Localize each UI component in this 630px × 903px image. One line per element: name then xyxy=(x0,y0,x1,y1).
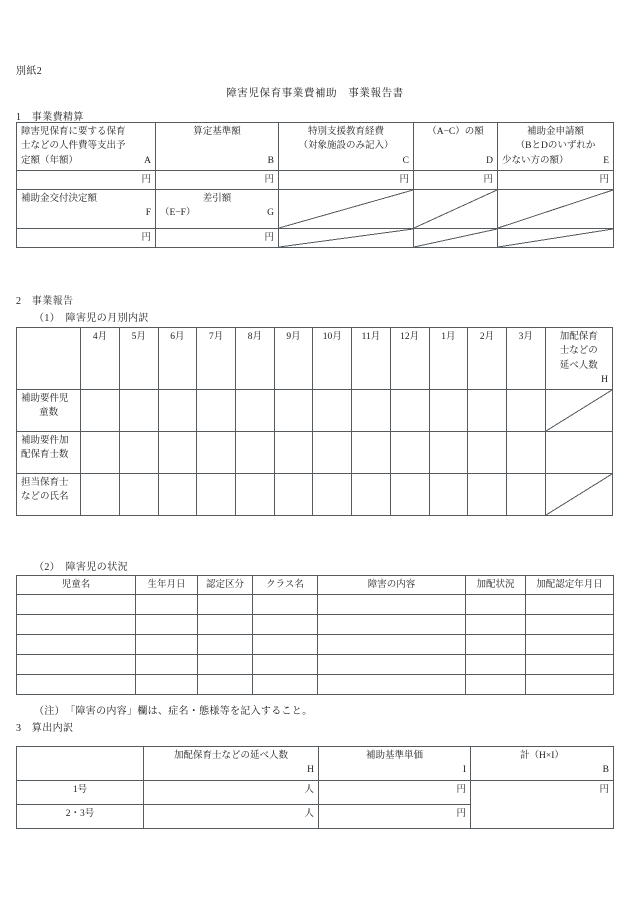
cell-month-value[interactable] xyxy=(235,474,274,516)
section-2-heading: 2 事業報告 xyxy=(16,296,74,307)
header-line: 障害児保育に要する保育 xyxy=(21,127,126,137)
section-2-2-heading: （2） 障害児の状況 xyxy=(34,562,128,573)
cell-blocked-E3 xyxy=(498,228,614,247)
input-cell-G[interactable] xyxy=(156,228,279,247)
column-header: クラス名 xyxy=(266,580,304,590)
table-row xyxy=(17,123,614,171)
cell-child-name[interactable] xyxy=(17,595,136,615)
unit-yen: 円 xyxy=(141,232,151,243)
cell-month-value[interactable] xyxy=(81,474,120,516)
input-cell-E[interactable] xyxy=(498,170,614,189)
row-label: 2・3号 xyxy=(65,808,95,819)
cell-child-name[interactable] xyxy=(17,675,136,695)
cell-month-value[interactable] xyxy=(274,390,313,432)
table-row xyxy=(17,655,614,675)
header-line: 加配保育 xyxy=(559,332,598,342)
disability-details-note: （注） 「障害の内容」欄は、症名・態様等を記入すること。 xyxy=(34,706,313,717)
cell-month-value[interactable] xyxy=(390,474,429,516)
row-label-line: などの氏名 xyxy=(21,492,69,503)
column-code: B xyxy=(602,765,609,776)
unit-yen: 円 xyxy=(264,232,274,243)
cell-month-value[interactable] xyxy=(313,390,352,432)
row-label-line: 補助要件加 xyxy=(21,436,69,446)
cell-child-name[interactable] xyxy=(17,655,136,675)
document-tag: 別紙2 xyxy=(16,66,43,77)
table-row xyxy=(17,328,613,390)
cell-header-birth-date xyxy=(136,576,198,595)
input-cell-A[interactable] xyxy=(17,170,156,189)
table-row xyxy=(17,474,613,516)
header-line: 少ない方の額） xyxy=(502,155,569,166)
cell-month-header xyxy=(119,328,158,390)
cell-month-value[interactable] xyxy=(235,390,274,432)
cell-corner-blank xyxy=(17,747,144,781)
header-line: 差引額 xyxy=(202,193,232,204)
cell-corner-blank xyxy=(17,328,81,390)
column-header: 加配保育士などの延べ人数 xyxy=(173,751,288,761)
cell-month-value[interactable] xyxy=(429,474,468,516)
table-row xyxy=(17,189,614,228)
cell-month-header xyxy=(506,328,545,390)
cell-month-value[interactable] xyxy=(506,432,545,474)
cell-child-name[interactable] xyxy=(17,635,136,655)
page-title: 障害児保育事業費補助 事業報告書 xyxy=(226,88,404,99)
month-label: 3月 xyxy=(518,332,533,342)
cell-blocked-C3 xyxy=(279,228,414,247)
cell-month-value[interactable] xyxy=(274,474,313,516)
column-code: D xyxy=(486,155,493,166)
cell-certification-type[interactable] xyxy=(198,675,253,695)
child-status-table xyxy=(16,575,614,695)
cell-class-name[interactable] xyxy=(253,655,318,675)
cell-month-value[interactable] xyxy=(429,390,468,432)
column-header: 障害の内容 xyxy=(367,580,416,590)
month-label: 10月 xyxy=(322,332,342,342)
header-line: 算定基準額 xyxy=(193,127,241,137)
cell-header-F xyxy=(17,189,156,228)
cell-month-value[interactable] xyxy=(197,432,236,474)
cell-month-header xyxy=(468,328,507,390)
input-cell-unit-price-type2-3[interactable] xyxy=(319,804,471,828)
cell-staffing-status[interactable] xyxy=(466,635,526,655)
section-1-heading: 1 事業費精算 xyxy=(16,112,84,123)
cell-class-name[interactable] xyxy=(253,635,318,655)
table-row xyxy=(17,595,614,615)
cell-month-value[interactable] xyxy=(158,474,197,516)
cell-header-disability-details xyxy=(318,576,466,595)
cell-header-child-name xyxy=(17,576,136,595)
cell-month-header xyxy=(390,328,429,390)
input-cell-staff-total-type2-3[interactable] xyxy=(144,804,319,828)
calculation-breakdown-table xyxy=(16,746,614,829)
column-header: 計（H×I） xyxy=(520,751,564,761)
cell-header-G xyxy=(156,189,279,228)
cell-header-staff-total-H xyxy=(144,747,319,781)
cell-header-H xyxy=(545,328,612,390)
unit-people: 人 xyxy=(304,808,314,819)
cell-month-header xyxy=(274,328,313,390)
table-row xyxy=(17,615,614,635)
section-2-1-heading: （1） 障害児の月別内訳 xyxy=(34,313,149,324)
cell-blocked-H1 xyxy=(545,390,612,432)
table-row xyxy=(17,576,614,595)
cell-blocked-C2 xyxy=(279,189,414,228)
header-line: （E−F） xyxy=(160,208,196,219)
cell-certification-date[interactable] xyxy=(526,675,614,695)
input-cell-unit-price-type1[interactable] xyxy=(319,780,471,804)
cell-month-value[interactable] xyxy=(506,390,545,432)
header-line: 特別支援教育経費 xyxy=(307,127,384,137)
cell-disability-details[interactable] xyxy=(318,635,466,655)
row-label-line: 補助要件児 xyxy=(21,394,69,404)
cell-birth-date[interactable] xyxy=(136,615,198,635)
cell-header-staffing-status xyxy=(466,576,526,595)
cell-birth-date[interactable] xyxy=(136,655,198,675)
cell-birth-date[interactable] xyxy=(136,595,198,615)
cell-month-value[interactable] xyxy=(274,432,313,474)
cell-month-value[interactable] xyxy=(119,390,158,432)
month-label: 9月 xyxy=(286,332,301,342)
cell-month-value[interactable] xyxy=(81,390,120,432)
cell-row-label-type1 xyxy=(17,780,144,804)
cell-class-name[interactable] xyxy=(253,615,318,635)
unit-yen: 円 xyxy=(456,784,466,795)
cell-staffing-status[interactable] xyxy=(466,595,526,615)
column-code: H xyxy=(601,374,608,385)
cell-header-class-name xyxy=(253,576,318,595)
cell-month-value[interactable] xyxy=(468,474,507,516)
month-label: 1月 xyxy=(441,332,456,342)
cell-month-header xyxy=(313,328,352,390)
section-3-heading: 3 算出内訳 xyxy=(16,723,74,734)
unit-yen: 円 xyxy=(456,808,466,819)
cell-class-name[interactable] xyxy=(253,595,318,615)
table-row xyxy=(17,170,614,189)
cell-certification-date[interactable] xyxy=(526,615,614,635)
header-line: 士などの xyxy=(559,346,598,357)
row-label-line: 担当保育士 xyxy=(21,478,69,488)
cell-month-value[interactable] xyxy=(352,474,391,516)
cell-total-H[interactable] xyxy=(545,432,612,474)
month-label: 6月 xyxy=(170,332,185,342)
column-code: C xyxy=(402,155,409,166)
unit-yen: 円 xyxy=(599,784,609,795)
column-header: 加配認定年月日 xyxy=(536,580,603,590)
unit-yen: 円 xyxy=(483,174,493,185)
cell-month-value[interactable] xyxy=(506,474,545,516)
cell-month-value[interactable] xyxy=(390,390,429,432)
cell-disability-details[interactable] xyxy=(318,615,466,635)
cell-header-certification-type xyxy=(198,576,253,595)
cell-row-label-eligible-staff xyxy=(17,432,81,474)
column-code: G xyxy=(267,208,274,219)
header-line: （A−C）の額 xyxy=(427,127,484,137)
cell-header-E xyxy=(498,123,614,171)
table-row xyxy=(17,228,614,247)
unit-yen: 円 xyxy=(141,174,151,185)
cell-blocked-H3 xyxy=(545,474,612,516)
cell-certification-date[interactable] xyxy=(526,635,614,655)
row-label-line: 童数 xyxy=(39,408,59,419)
column-header: 児童名 xyxy=(61,580,91,590)
cell-staffing-status[interactable] xyxy=(466,615,526,635)
unit-yen: 円 xyxy=(599,174,609,185)
cell-certification-type[interactable] xyxy=(198,635,253,655)
column-code: I xyxy=(462,765,466,776)
row-label: 1号 xyxy=(72,784,88,795)
cell-month-value[interactable] xyxy=(119,474,158,516)
cell-certification-date[interactable] xyxy=(526,595,614,615)
input-cell-staff-total-type1[interactable] xyxy=(144,780,319,804)
month-label: 12月 xyxy=(400,332,420,342)
input-cell-grand-total[interactable] xyxy=(471,780,614,828)
table-row xyxy=(17,432,613,474)
input-cell-F[interactable] xyxy=(17,228,156,247)
cell-header-certification-date xyxy=(526,576,614,595)
cell-month-value[interactable] xyxy=(197,474,236,516)
cell-birth-date[interactable] xyxy=(136,635,198,655)
cell-month-value[interactable] xyxy=(429,432,468,474)
input-cell-D[interactable] xyxy=(414,170,498,189)
monthly-breakdown-table xyxy=(16,327,613,516)
cell-header-unit-price-I xyxy=(319,747,471,781)
header-line: 補助金交付決定額 xyxy=(21,193,98,204)
cell-staffing-status[interactable] xyxy=(466,675,526,695)
cell-header-D xyxy=(414,123,498,171)
header-line: 延べ人数 xyxy=(559,360,598,371)
table-row xyxy=(17,675,614,695)
cell-month-value[interactable] xyxy=(158,432,197,474)
cell-disability-details[interactable] xyxy=(318,655,466,675)
header-line: （対象施設のみ記入） xyxy=(298,141,394,152)
month-label: 7月 xyxy=(209,332,224,342)
column-code: E xyxy=(603,155,609,166)
header-line: 補助金申請額 xyxy=(526,127,584,137)
table-row xyxy=(17,747,614,781)
unit-yen: 円 xyxy=(264,174,274,185)
cell-month-value[interactable] xyxy=(352,390,391,432)
unit-yen: 円 xyxy=(399,174,409,185)
cell-month-header xyxy=(158,328,197,390)
cell-month-value[interactable] xyxy=(81,432,120,474)
month-label: 2月 xyxy=(479,332,495,342)
cell-month-header xyxy=(197,328,236,390)
unit-people: 人 xyxy=(304,784,314,795)
column-code: B xyxy=(267,155,274,166)
cell-month-value[interactable] xyxy=(352,432,391,474)
input-cell-B[interactable] xyxy=(156,170,279,189)
cell-blocked-D2 xyxy=(414,189,498,228)
cell-certification-type[interactable] xyxy=(198,655,253,675)
cell-month-header xyxy=(81,328,120,390)
cell-month-value[interactable] xyxy=(313,432,352,474)
table-row xyxy=(17,390,613,432)
cell-month-value[interactable] xyxy=(390,432,429,474)
cell-month-value[interactable] xyxy=(158,390,197,432)
row-label-line: 配保育士数 xyxy=(21,450,69,461)
month-label: 11月 xyxy=(361,332,381,342)
month-label: 8月 xyxy=(247,332,262,342)
column-code: F xyxy=(145,208,151,219)
cell-certification-date[interactable] xyxy=(526,655,614,675)
cell-disability-details[interactable] xyxy=(318,595,466,615)
cell-month-value[interactable] xyxy=(468,432,507,474)
month-label: 4月 xyxy=(92,332,108,342)
header-line: 士などの人件費等支出予 xyxy=(21,141,126,152)
cell-month-value[interactable] xyxy=(235,432,274,474)
cell-certification-type[interactable] xyxy=(198,595,253,615)
column-header: 補助基準単価 xyxy=(365,751,423,761)
cell-certification-type[interactable] xyxy=(198,615,253,635)
cell-month-value[interactable] xyxy=(197,390,236,432)
column-code: H xyxy=(307,765,314,776)
cell-header-C xyxy=(279,123,414,171)
header-line: 定額（年額） xyxy=(21,155,79,166)
cell-row-label-type2-3 xyxy=(17,804,144,828)
column-code: A xyxy=(144,155,151,166)
cell-blocked-E2 xyxy=(498,189,614,228)
cell-month-value[interactable] xyxy=(468,390,507,432)
column-header: 加配状況 xyxy=(476,580,515,590)
cell-month-value[interactable] xyxy=(313,474,352,516)
cell-month-header xyxy=(235,328,274,390)
cell-class-name[interactable] xyxy=(253,675,318,695)
table-row xyxy=(17,780,614,804)
cell-header-total-B xyxy=(471,747,614,781)
header-line: （BとDのいずれか xyxy=(515,141,596,152)
cell-month-header xyxy=(352,328,391,390)
cell-header-A xyxy=(17,123,156,171)
cell-blocked-D3 xyxy=(414,228,498,247)
column-header: 認定区分 xyxy=(205,580,244,590)
cell-disability-details[interactable] xyxy=(318,675,466,695)
table-row xyxy=(17,635,614,655)
cell-month-header xyxy=(429,328,468,390)
cell-birth-date[interactable] xyxy=(136,675,198,695)
cell-month-value[interactable] xyxy=(119,432,158,474)
input-cell-C[interactable] xyxy=(279,170,414,189)
cell-staffing-status[interactable] xyxy=(466,655,526,675)
month-label: 5月 xyxy=(131,332,146,342)
cell-row-label-staff-names xyxy=(17,474,81,516)
cell-row-label-eligible-children xyxy=(17,390,81,432)
expense-settlement-table xyxy=(16,122,614,248)
column-header: 生年月日 xyxy=(147,580,186,590)
cell-header-B xyxy=(156,123,279,171)
cell-child-name[interactable] xyxy=(17,615,136,635)
